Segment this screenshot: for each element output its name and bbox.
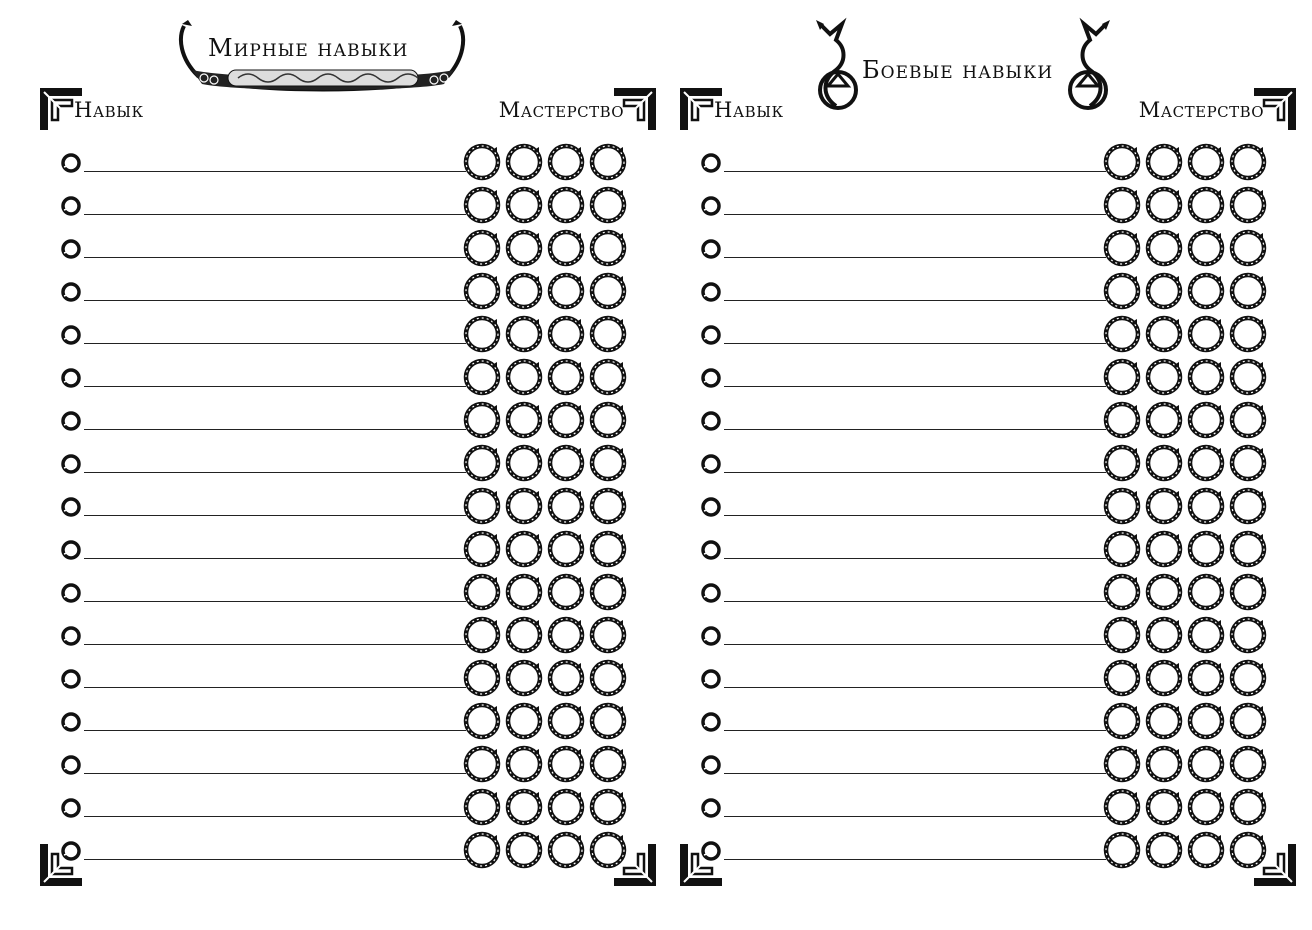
skill-row xyxy=(696,314,1276,357)
mastery-rings xyxy=(462,142,637,182)
ouroboros-ring-icon[interactable] xyxy=(1186,357,1226,397)
mastery-rings xyxy=(1102,787,1277,827)
skill-name-line[interactable] xyxy=(84,687,466,688)
skill-name-line[interactable] xyxy=(84,343,466,344)
ouroboros-ring-icon[interactable] xyxy=(462,185,502,225)
serpent-bullet-icon xyxy=(700,625,722,647)
skill-row xyxy=(56,787,636,830)
skill-row xyxy=(696,400,1276,443)
mastery-rings xyxy=(1102,572,1277,612)
serpent-bullet-icon xyxy=(700,754,722,776)
skill-name-line[interactable] xyxy=(724,214,1106,215)
skill-row xyxy=(696,744,1276,787)
ouroboros-ring-icon[interactable] xyxy=(546,529,586,569)
mastery-rings xyxy=(462,701,637,741)
skill-name-line[interactable] xyxy=(84,171,466,172)
skill-row xyxy=(696,443,1276,486)
ouroboros-ring-icon[interactable] xyxy=(546,400,586,440)
skill-row xyxy=(696,357,1276,400)
skill-row xyxy=(696,615,1276,658)
mastery-rings xyxy=(462,787,637,827)
ouroboros-ring-icon[interactable] xyxy=(588,787,628,827)
ouroboros-ring-icon[interactable] xyxy=(1228,701,1268,741)
serpent-bullet-icon xyxy=(60,324,82,346)
skill-row xyxy=(56,228,636,271)
skill-name-line[interactable] xyxy=(724,644,1106,645)
ouroboros-ring-icon[interactable] xyxy=(588,142,628,182)
ouroboros-ring-icon[interactable] xyxy=(546,314,586,354)
ouroboros-ring-icon[interactable] xyxy=(1186,787,1226,827)
skill-name-line[interactable] xyxy=(84,515,466,516)
serpent-bullet-icon xyxy=(700,453,722,475)
skill-row xyxy=(696,185,1276,228)
ouroboros-ring-icon[interactable] xyxy=(1102,357,1142,397)
ouroboros-ring-icon[interactable] xyxy=(504,400,544,440)
mastery-rings xyxy=(462,314,637,354)
ouroboros-ring-icon[interactable] xyxy=(546,787,586,827)
skill-name-line[interactable] xyxy=(84,859,466,860)
skill-row xyxy=(696,830,1276,873)
ouroboros-ring-icon[interactable] xyxy=(588,658,628,698)
serpent-bullet-icon xyxy=(700,797,722,819)
serpent-bullet-icon xyxy=(700,238,722,260)
skill-name-line[interactable] xyxy=(84,816,466,817)
mastery-rings xyxy=(1102,443,1277,483)
ouroboros-ring-icon[interactable] xyxy=(588,400,628,440)
skill-name-line[interactable] xyxy=(84,300,466,301)
skill-name-line[interactable] xyxy=(84,429,466,430)
ouroboros-ring-icon[interactable] xyxy=(1144,271,1184,311)
ouroboros-ring-icon[interactable] xyxy=(1144,615,1184,655)
ouroboros-ring-icon[interactable] xyxy=(1102,400,1142,440)
ouroboros-ring-icon[interactable] xyxy=(1102,787,1142,827)
ouroboros-ring-icon[interactable] xyxy=(1102,572,1142,612)
ouroboros-ring-icon[interactable] xyxy=(1102,228,1142,268)
ouroboros-ring-icon[interactable] xyxy=(588,830,628,870)
ouroboros-ring-icon[interactable] xyxy=(546,142,586,182)
ouroboros-ring-icon[interactable] xyxy=(1186,486,1226,526)
serpent-bullet-icon xyxy=(700,410,722,432)
skill-row xyxy=(56,615,636,658)
ouroboros-ring-icon[interactable] xyxy=(462,228,502,268)
serpent-bullet-icon xyxy=(60,195,82,217)
ouroboros-ring-icon[interactable] xyxy=(1186,443,1226,483)
skill-row xyxy=(56,185,636,228)
mastery-column-header: Мастерство xyxy=(498,98,624,122)
skill-row xyxy=(696,142,1276,185)
mastery-rings xyxy=(462,185,637,225)
ouroboros-ring-icon[interactable] xyxy=(1144,529,1184,569)
ouroboros-ring-icon[interactable] xyxy=(1228,228,1268,268)
skill-row xyxy=(696,787,1276,830)
serpent-bullet-icon xyxy=(60,797,82,819)
ouroboros-ring-icon[interactable] xyxy=(1228,830,1268,870)
ouroboros-ring-icon[interactable] xyxy=(1144,443,1184,483)
ouroboros-ring-icon[interactable] xyxy=(1186,185,1226,225)
serpent-bullet-icon xyxy=(700,539,722,561)
ouroboros-ring-icon[interactable] xyxy=(588,529,628,569)
ouroboros-ring-icon[interactable] xyxy=(588,357,628,397)
ouroboros-ring-icon[interactable] xyxy=(588,486,628,526)
ouroboros-ring-icon[interactable] xyxy=(504,744,544,784)
mastery-rings xyxy=(462,615,637,655)
serpent-bullet-icon xyxy=(60,410,82,432)
ouroboros-ring-icon[interactable] xyxy=(462,744,502,784)
skill-name-line[interactable] xyxy=(724,257,1106,258)
ouroboros-ring-icon[interactable] xyxy=(1186,314,1226,354)
skill-row xyxy=(56,400,636,443)
skill-name-line[interactable] xyxy=(724,171,1106,172)
skill-column-header: Навык xyxy=(74,98,144,122)
mastery-rings xyxy=(462,658,637,698)
mastery-rings xyxy=(462,830,637,870)
ouroboros-ring-icon[interactable] xyxy=(1144,228,1184,268)
skill-name-line[interactable] xyxy=(724,730,1106,731)
skill-name-line[interactable] xyxy=(84,214,466,215)
serpent-bullet-icon xyxy=(700,281,722,303)
ouroboros-ring-icon[interactable] xyxy=(504,314,544,354)
mastery-rings xyxy=(1102,658,1277,698)
ouroboros-ring-icon[interactable] xyxy=(1228,400,1268,440)
serpent-bullet-icon xyxy=(60,582,82,604)
skill-name-line[interactable] xyxy=(84,386,466,387)
serpent-bullet-icon xyxy=(700,668,722,690)
serpent-bullet-icon xyxy=(700,324,722,346)
ouroboros-ring-icon[interactable] xyxy=(504,185,544,225)
ouroboros-ring-icon[interactable] xyxy=(1228,357,1268,397)
ouroboros-ring-icon[interactable] xyxy=(1186,271,1226,311)
ouroboros-ring-icon[interactable] xyxy=(1228,314,1268,354)
skill-name-line[interactable] xyxy=(724,773,1106,774)
serpent-bullet-icon xyxy=(60,539,82,561)
skill-row xyxy=(696,228,1276,271)
serpent-bullet-icon xyxy=(60,152,82,174)
ouroboros-ring-icon[interactable] xyxy=(588,185,628,225)
ouroboros-ring-icon[interactable] xyxy=(504,443,544,483)
ouroboros-ring-icon[interactable] xyxy=(1102,830,1142,870)
ouroboros-ring-icon[interactable] xyxy=(1228,658,1268,698)
ouroboros-ring-icon[interactable] xyxy=(588,701,628,741)
ouroboros-ring-icon[interactable] xyxy=(504,271,544,311)
ouroboros-ring-icon[interactable] xyxy=(546,830,586,870)
ouroboros-ring-icon[interactable] xyxy=(462,400,502,440)
ouroboros-ring-icon[interactable] xyxy=(1228,744,1268,784)
mastery-rings xyxy=(1102,357,1277,397)
skill-row xyxy=(56,701,636,744)
skill-rows xyxy=(56,142,636,873)
ouroboros-ring-icon[interactable] xyxy=(462,271,502,311)
ouroboros-ring-icon[interactable] xyxy=(546,357,586,397)
skill-row xyxy=(696,486,1276,529)
ouroboros-ring-icon[interactable] xyxy=(462,787,502,827)
peaceful-skills-sheet xyxy=(32,0,652,930)
skill-name-line[interactable] xyxy=(84,257,466,258)
mastery-rings xyxy=(1102,228,1277,268)
ouroboros-ring-icon[interactable] xyxy=(1228,615,1268,655)
skill-row xyxy=(56,486,636,529)
skill-row xyxy=(696,701,1276,744)
skill-name-line[interactable] xyxy=(84,601,466,602)
ouroboros-ring-icon[interactable] xyxy=(1186,142,1226,182)
skill-row xyxy=(56,357,636,400)
ouroboros-ring-icon[interactable] xyxy=(1144,701,1184,741)
serpent-bullet-icon xyxy=(700,711,722,733)
skill-column-header: Навык xyxy=(714,98,784,122)
skill-rows xyxy=(696,142,1276,873)
serpent-bullet-icon xyxy=(60,453,82,475)
ouroboros-ring-icon[interactable] xyxy=(1186,744,1226,784)
mastery-rings xyxy=(1102,744,1277,784)
ouroboros-ring-icon[interactable] xyxy=(1186,658,1226,698)
ouroboros-ring-icon[interactable] xyxy=(462,357,502,397)
skill-name-line[interactable] xyxy=(724,558,1106,559)
mastery-rings xyxy=(462,271,637,311)
ouroboros-ring-icon[interactable] xyxy=(1144,787,1184,827)
skill-name-line[interactable] xyxy=(84,644,466,645)
ouroboros-ring-icon[interactable] xyxy=(504,529,544,569)
ouroboros-ring-icon[interactable] xyxy=(462,615,502,655)
mastery-rings xyxy=(1102,400,1277,440)
ouroboros-ring-icon[interactable] xyxy=(504,486,544,526)
serpent-bullet-icon xyxy=(60,840,82,862)
ouroboros-ring-icon[interactable] xyxy=(1102,443,1142,483)
skill-name-line[interactable] xyxy=(724,816,1106,817)
ouroboros-ring-icon[interactable] xyxy=(1102,615,1142,655)
mastery-rings xyxy=(462,486,637,526)
ouroboros-ring-icon[interactable] xyxy=(1228,185,1268,225)
ouroboros-ring-icon[interactable] xyxy=(1186,572,1226,612)
ouroboros-ring-icon[interactable] xyxy=(504,615,544,655)
serpent-bullet-icon xyxy=(60,668,82,690)
mastery-rings xyxy=(462,228,637,268)
ouroboros-ring-icon[interactable] xyxy=(588,572,628,612)
ouroboros-ring-icon[interactable] xyxy=(1144,357,1184,397)
mastery-rings xyxy=(462,443,637,483)
ouroboros-ring-icon[interactable] xyxy=(1186,615,1226,655)
ouroboros-ring-icon[interactable] xyxy=(462,314,502,354)
ouroboros-ring-icon[interactable] xyxy=(546,271,586,311)
ouroboros-ring-icon[interactable] xyxy=(1144,185,1184,225)
skill-name-line[interactable] xyxy=(724,472,1106,473)
ouroboros-ring-icon[interactable] xyxy=(1228,486,1268,526)
serpent-bullet-icon xyxy=(700,840,722,862)
skill-row xyxy=(56,529,636,572)
ouroboros-ring-icon[interactable] xyxy=(504,658,544,698)
page-title: Боевые навыки xyxy=(862,56,1054,84)
ouroboros-ring-icon[interactable] xyxy=(588,271,628,311)
skill-row xyxy=(696,271,1276,314)
ouroboros-ring-icon[interactable] xyxy=(546,228,586,268)
ouroboros-ring-icon[interactable] xyxy=(1102,314,1142,354)
ouroboros-ring-icon[interactable] xyxy=(1228,142,1268,182)
serpent-bullet-icon xyxy=(700,582,722,604)
ouroboros-ring-icon[interactable] xyxy=(1186,400,1226,440)
serpent-bullet-icon xyxy=(700,152,722,174)
skill-name-line[interactable] xyxy=(724,601,1106,602)
mastery-column-header: Мастерство xyxy=(1138,98,1264,122)
ouroboros-ring-icon[interactable] xyxy=(1228,529,1268,569)
ouroboros-ring-icon[interactable] xyxy=(588,443,628,483)
mastery-rings xyxy=(1102,185,1277,225)
ouroboros-ring-icon[interactable] xyxy=(546,701,586,741)
combat-skills-sheet xyxy=(672,0,1292,930)
ouroboros-ring-icon[interactable] xyxy=(462,658,502,698)
skill-row xyxy=(56,314,636,357)
ouroboros-ring-icon[interactable] xyxy=(462,701,502,741)
skill-row xyxy=(56,271,636,314)
skill-row xyxy=(56,142,636,185)
serpent-bullet-icon xyxy=(60,238,82,260)
ouroboros-ring-icon[interactable] xyxy=(462,830,502,870)
skill-name-line[interactable] xyxy=(724,386,1106,387)
serpent-bullet-icon xyxy=(60,625,82,647)
mastery-rings xyxy=(1102,271,1277,311)
ouroboros-ring-icon[interactable] xyxy=(1228,787,1268,827)
ouroboros-ring-icon[interactable] xyxy=(546,443,586,483)
ouroboros-ring-icon[interactable] xyxy=(546,572,586,612)
ouroboros-ring-icon[interactable] xyxy=(1186,228,1226,268)
serpent-bullet-icon xyxy=(700,496,722,518)
ouroboros-ring-icon[interactable] xyxy=(1144,314,1184,354)
skill-row xyxy=(56,830,636,873)
serpent-bullet-icon xyxy=(60,496,82,518)
ouroboros-ring-icon[interactable] xyxy=(504,701,544,741)
ouroboros-ring-icon[interactable] xyxy=(504,830,544,870)
ouroboros-ring-icon[interactable] xyxy=(462,572,502,612)
skill-row xyxy=(56,744,636,787)
skill-name-line[interactable] xyxy=(84,773,466,774)
skill-name-line[interactable] xyxy=(724,859,1106,860)
mastery-rings xyxy=(1102,529,1277,569)
longship-banner xyxy=(168,18,480,98)
mastery-rings xyxy=(1102,314,1277,354)
ouroboros-ring-icon[interactable] xyxy=(1144,142,1184,182)
ouroboros-ring-icon[interactable] xyxy=(1144,400,1184,440)
ouroboros-ring-icon[interactable] xyxy=(588,228,628,268)
ouroboros-ring-icon[interactable] xyxy=(1102,701,1142,741)
ouroboros-ring-icon[interactable] xyxy=(462,529,502,569)
skill-row xyxy=(696,572,1276,615)
mastery-rings xyxy=(1102,486,1277,526)
ouroboros-ring-icon[interactable] xyxy=(1144,486,1184,526)
ouroboros-ring-icon[interactable] xyxy=(1186,701,1226,741)
ouroboros-ring-icon[interactable] xyxy=(1144,830,1184,870)
ouroboros-ring-icon[interactable] xyxy=(1228,572,1268,612)
ouroboros-ring-icon[interactable] xyxy=(1102,744,1142,784)
ouroboros-ring-icon[interactable] xyxy=(1102,658,1142,698)
skill-name-line[interactable] xyxy=(724,515,1106,516)
dragon-knot-banner xyxy=(798,16,1128,116)
ouroboros-ring-icon[interactable] xyxy=(546,615,586,655)
ouroboros-ring-icon[interactable] xyxy=(462,486,502,526)
skill-row xyxy=(696,658,1276,701)
ouroboros-ring-icon[interactable] xyxy=(1102,142,1142,182)
ouroboros-ring-icon[interactable] xyxy=(462,443,502,483)
serpent-bullet-icon xyxy=(60,754,82,776)
serpent-bullet-icon xyxy=(700,367,722,389)
ouroboros-ring-icon[interactable] xyxy=(588,615,628,655)
skill-name-line[interactable] xyxy=(84,730,466,731)
ouroboros-ring-icon[interactable] xyxy=(588,314,628,354)
skill-name-line[interactable] xyxy=(724,300,1106,301)
skill-name-line[interactable] xyxy=(724,343,1106,344)
ouroboros-ring-icon[interactable] xyxy=(1228,443,1268,483)
serpent-bullet-icon xyxy=(700,195,722,217)
ouroboros-ring-icon[interactable] xyxy=(504,357,544,397)
ouroboros-ring-icon[interactable] xyxy=(1228,271,1268,311)
mastery-rings xyxy=(1102,830,1277,870)
ouroboros-ring-icon[interactable] xyxy=(588,744,628,784)
mastery-rings xyxy=(462,572,637,612)
ouroboros-ring-icon[interactable] xyxy=(504,142,544,182)
ouroboros-ring-icon[interactable] xyxy=(1102,185,1142,225)
mastery-rings xyxy=(462,744,637,784)
skill-row xyxy=(696,529,1276,572)
ouroboros-ring-icon[interactable] xyxy=(1102,271,1142,311)
skill-name-line[interactable] xyxy=(84,472,466,473)
ouroboros-ring-icon[interactable] xyxy=(504,572,544,612)
ouroboros-ring-icon[interactable] xyxy=(546,185,586,225)
ouroboros-ring-icon[interactable] xyxy=(1102,529,1142,569)
mastery-rings xyxy=(462,400,637,440)
serpent-bullet-icon xyxy=(60,281,82,303)
ouroboros-ring-icon[interactable] xyxy=(504,228,544,268)
skill-row xyxy=(56,658,636,701)
ouroboros-ring-icon[interactable] xyxy=(1144,572,1184,612)
ouroboros-ring-icon[interactable] xyxy=(546,486,586,526)
skill-row xyxy=(56,572,636,615)
ouroboros-ring-icon[interactable] xyxy=(1186,529,1226,569)
ouroboros-ring-icon[interactable] xyxy=(462,142,502,182)
ouroboros-ring-icon[interactable] xyxy=(546,658,586,698)
mastery-rings xyxy=(462,357,637,397)
mastery-rings xyxy=(1102,701,1277,741)
ouroboros-ring-icon[interactable] xyxy=(1144,658,1184,698)
mastery-rings xyxy=(1102,142,1277,182)
serpent-bullet-icon xyxy=(60,367,82,389)
ouroboros-ring-icon[interactable] xyxy=(1186,830,1226,870)
ouroboros-ring-icon[interactable] xyxy=(1144,744,1184,784)
mastery-rings xyxy=(462,529,637,569)
mastery-rings xyxy=(1102,615,1277,655)
serpent-bullet-icon xyxy=(60,711,82,733)
skill-name-line[interactable] xyxy=(84,558,466,559)
skill-row xyxy=(56,443,636,486)
page-title: Мирные навыки xyxy=(208,34,409,62)
ouroboros-ring-icon[interactable] xyxy=(504,787,544,827)
skill-name-line[interactable] xyxy=(724,429,1106,430)
skill-name-line[interactable] xyxy=(724,687,1106,688)
ouroboros-ring-icon[interactable] xyxy=(546,744,586,784)
ouroboros-ring-icon[interactable] xyxy=(1102,486,1142,526)
